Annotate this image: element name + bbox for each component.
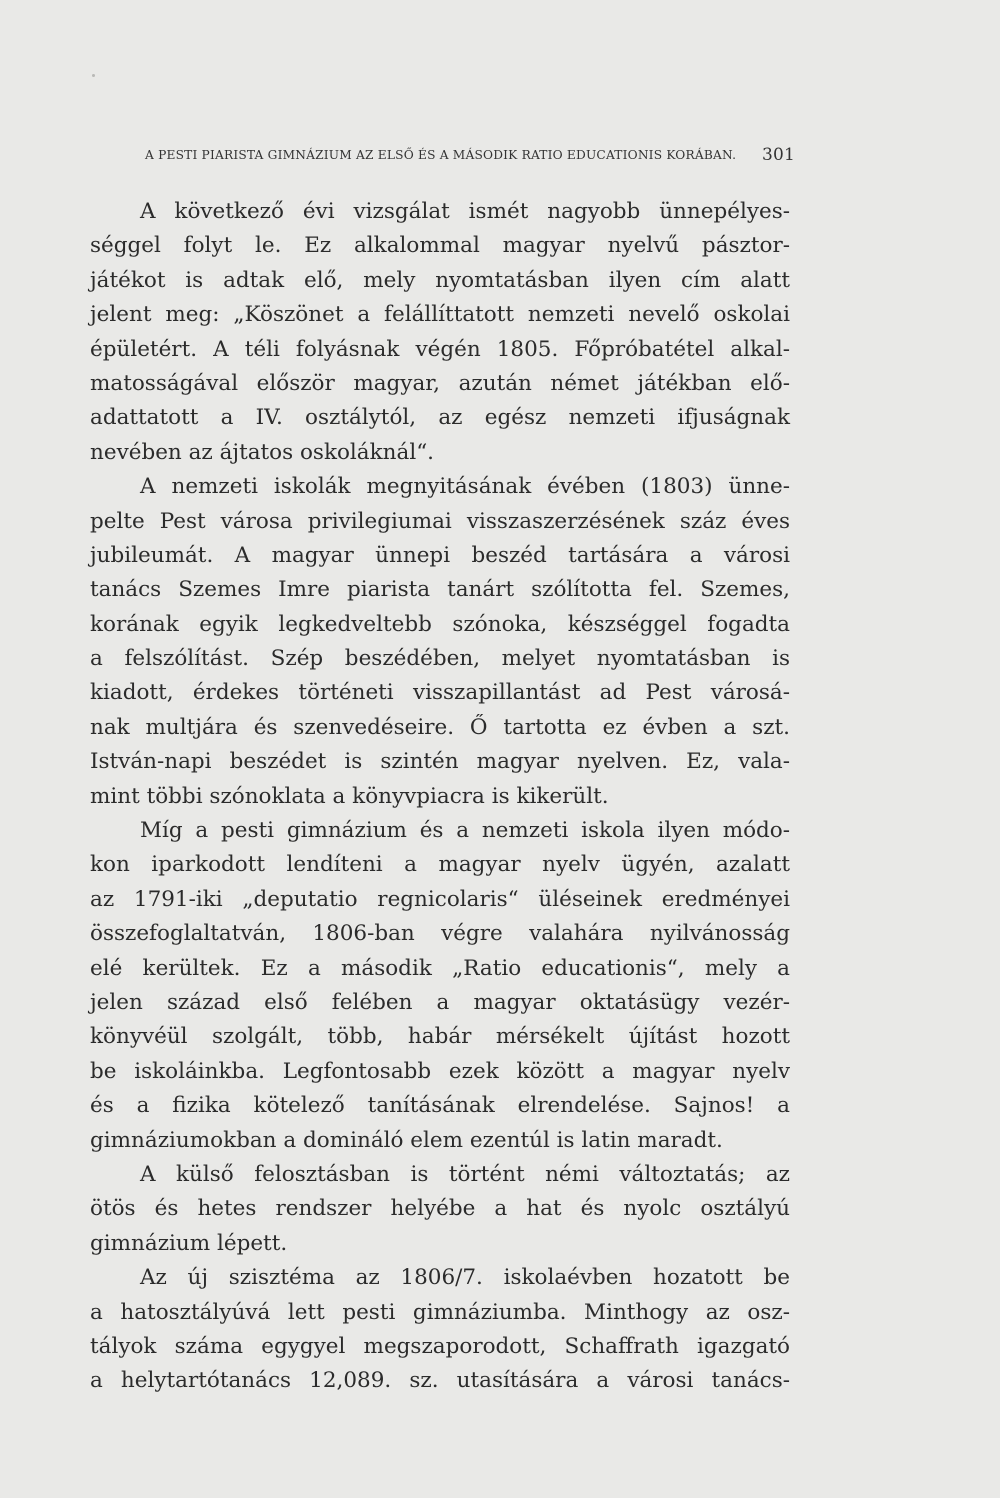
- text-line: tályok száma egygyel megszaporodott, Schaffrath igazgató: [90, 1333, 790, 1359]
- text-line: az 1791-iki „deputatio regnicolaris“ üléseinek eredményei: [90, 886, 790, 912]
- text-line: a felszólítást. Szép beszédében, melyet nyomtatásban is: [90, 646, 790, 672]
- text-line: a helytartótanács 12,089. sz. utasítására a városi tanács-: [90, 1368, 790, 1394]
- text-line: jelent meg: „Köszönet a felállíttatott nemzeti nevelő oskolai: [90, 302, 790, 328]
- page-number: 301: [761, 145, 795, 165]
- text-line: és a fizika kötelező tanításának elrendelése. Sajnos! a: [90, 1093, 790, 1119]
- text-line: A külső felosztásban is történt némi változtatás; az: [140, 1161, 790, 1187]
- text-line: Míg a pesti gimnázium és a nemzeti iskola ilyen módo-: [140, 818, 790, 844]
- text-line: jubileumát. A magyar ünnepi beszéd tartására a városi: [90, 542, 790, 568]
- text-line: kon iparkodott lendíteni a magyar nyelv ügyén, azalatt: [90, 852, 790, 878]
- text-line: mint többi szónoklata a könyvpiacra is kikerült.: [90, 783, 609, 809]
- text-line: elé kerültek. Ez a második „Ratio educationis“, mely a: [90, 955, 790, 981]
- text-line: gimnázium lépett.: [90, 1230, 288, 1256]
- running-title: A PESTI PIARISTA GIMNÁZIUM AZ ELSŐ ÉS A MÁSODIK RATIO EDUCATIONIS KORÁBAN.: [145, 148, 737, 162]
- text-line: István-napi beszédet is szintén magyar nyelven. Ez, vala-: [90, 749, 790, 775]
- text-line: be iskoláinkba. Legfontosabb ezek között a magyar nyelv: [90, 1058, 790, 1084]
- text-line: korának egyik legkedveltebb szónoka, készséggel fogadta: [90, 611, 790, 637]
- text-line: adattatott a IV. osztálytól, az egész nemzeti ifjuságnak: [90, 405, 790, 431]
- text-line: nevében az ájtatos oskoláknál“.: [90, 439, 435, 465]
- text-line: könyvéül szolgált, több, habár mérsékelt újítást hozott: [90, 1024, 790, 1050]
- print-speck: [92, 74, 95, 77]
- text-line: épületért. A téli folyásnak végén 1805. Főpróbatétel alkal-: [90, 336, 790, 362]
- text-line: játékot is adtak elő, mely nyomtatásban ilyen cím alatt: [90, 267, 790, 293]
- running-header: [145, 145, 795, 170]
- text-line: nak multjára és szenvedéseire. Ő tartotta ez évben a szt.: [90, 714, 790, 740]
- text-line: pelte Pest városa privilegiumai visszaszerzésének száz éves: [90, 508, 790, 534]
- text-line: A nemzeti iskolák megnyitásának évében (1803) ünne-: [140, 474, 790, 500]
- text-line: A következő évi vizsgálat ismét nagyobb ünnepélyes-: [140, 199, 790, 224]
- text-line: ötös és hetes rendszer helyébe a hat és nyolc osztályú: [90, 1196, 790, 1222]
- text-line: a hatosztályúvá lett pesti gimnáziumba. Minthogy az osz-: [90, 1299, 790, 1325]
- text-line: kiadott, érdekes történeti visszapillantást ad Pest városá-: [90, 680, 790, 706]
- text-line: séggel folyt le. Ez alkalommal magyar nyelvű pásztor-: [90, 233, 790, 259]
- text-line: összefoglaltatván, 1806-ban végre valahára nyilvánosság: [90, 921, 790, 947]
- text-line: jelen század első felében a magyar oktatásügy vezér-: [90, 989, 790, 1015]
- text-line: Az új szisztéma az 1806/7. iskolaévben hozatott be: [140, 1265, 790, 1291]
- text-line: gimnáziumokban a domináló elem ezentúl is latin maradt.: [90, 1127, 723, 1153]
- body-text: [90, 195, 790, 1399]
- text-line: tanács Szemes Imre piarista tanárt szólította fel. Szemes,: [90, 577, 790, 603]
- text-line: matosságával először magyar, azután német játékban elő-: [90, 370, 790, 396]
